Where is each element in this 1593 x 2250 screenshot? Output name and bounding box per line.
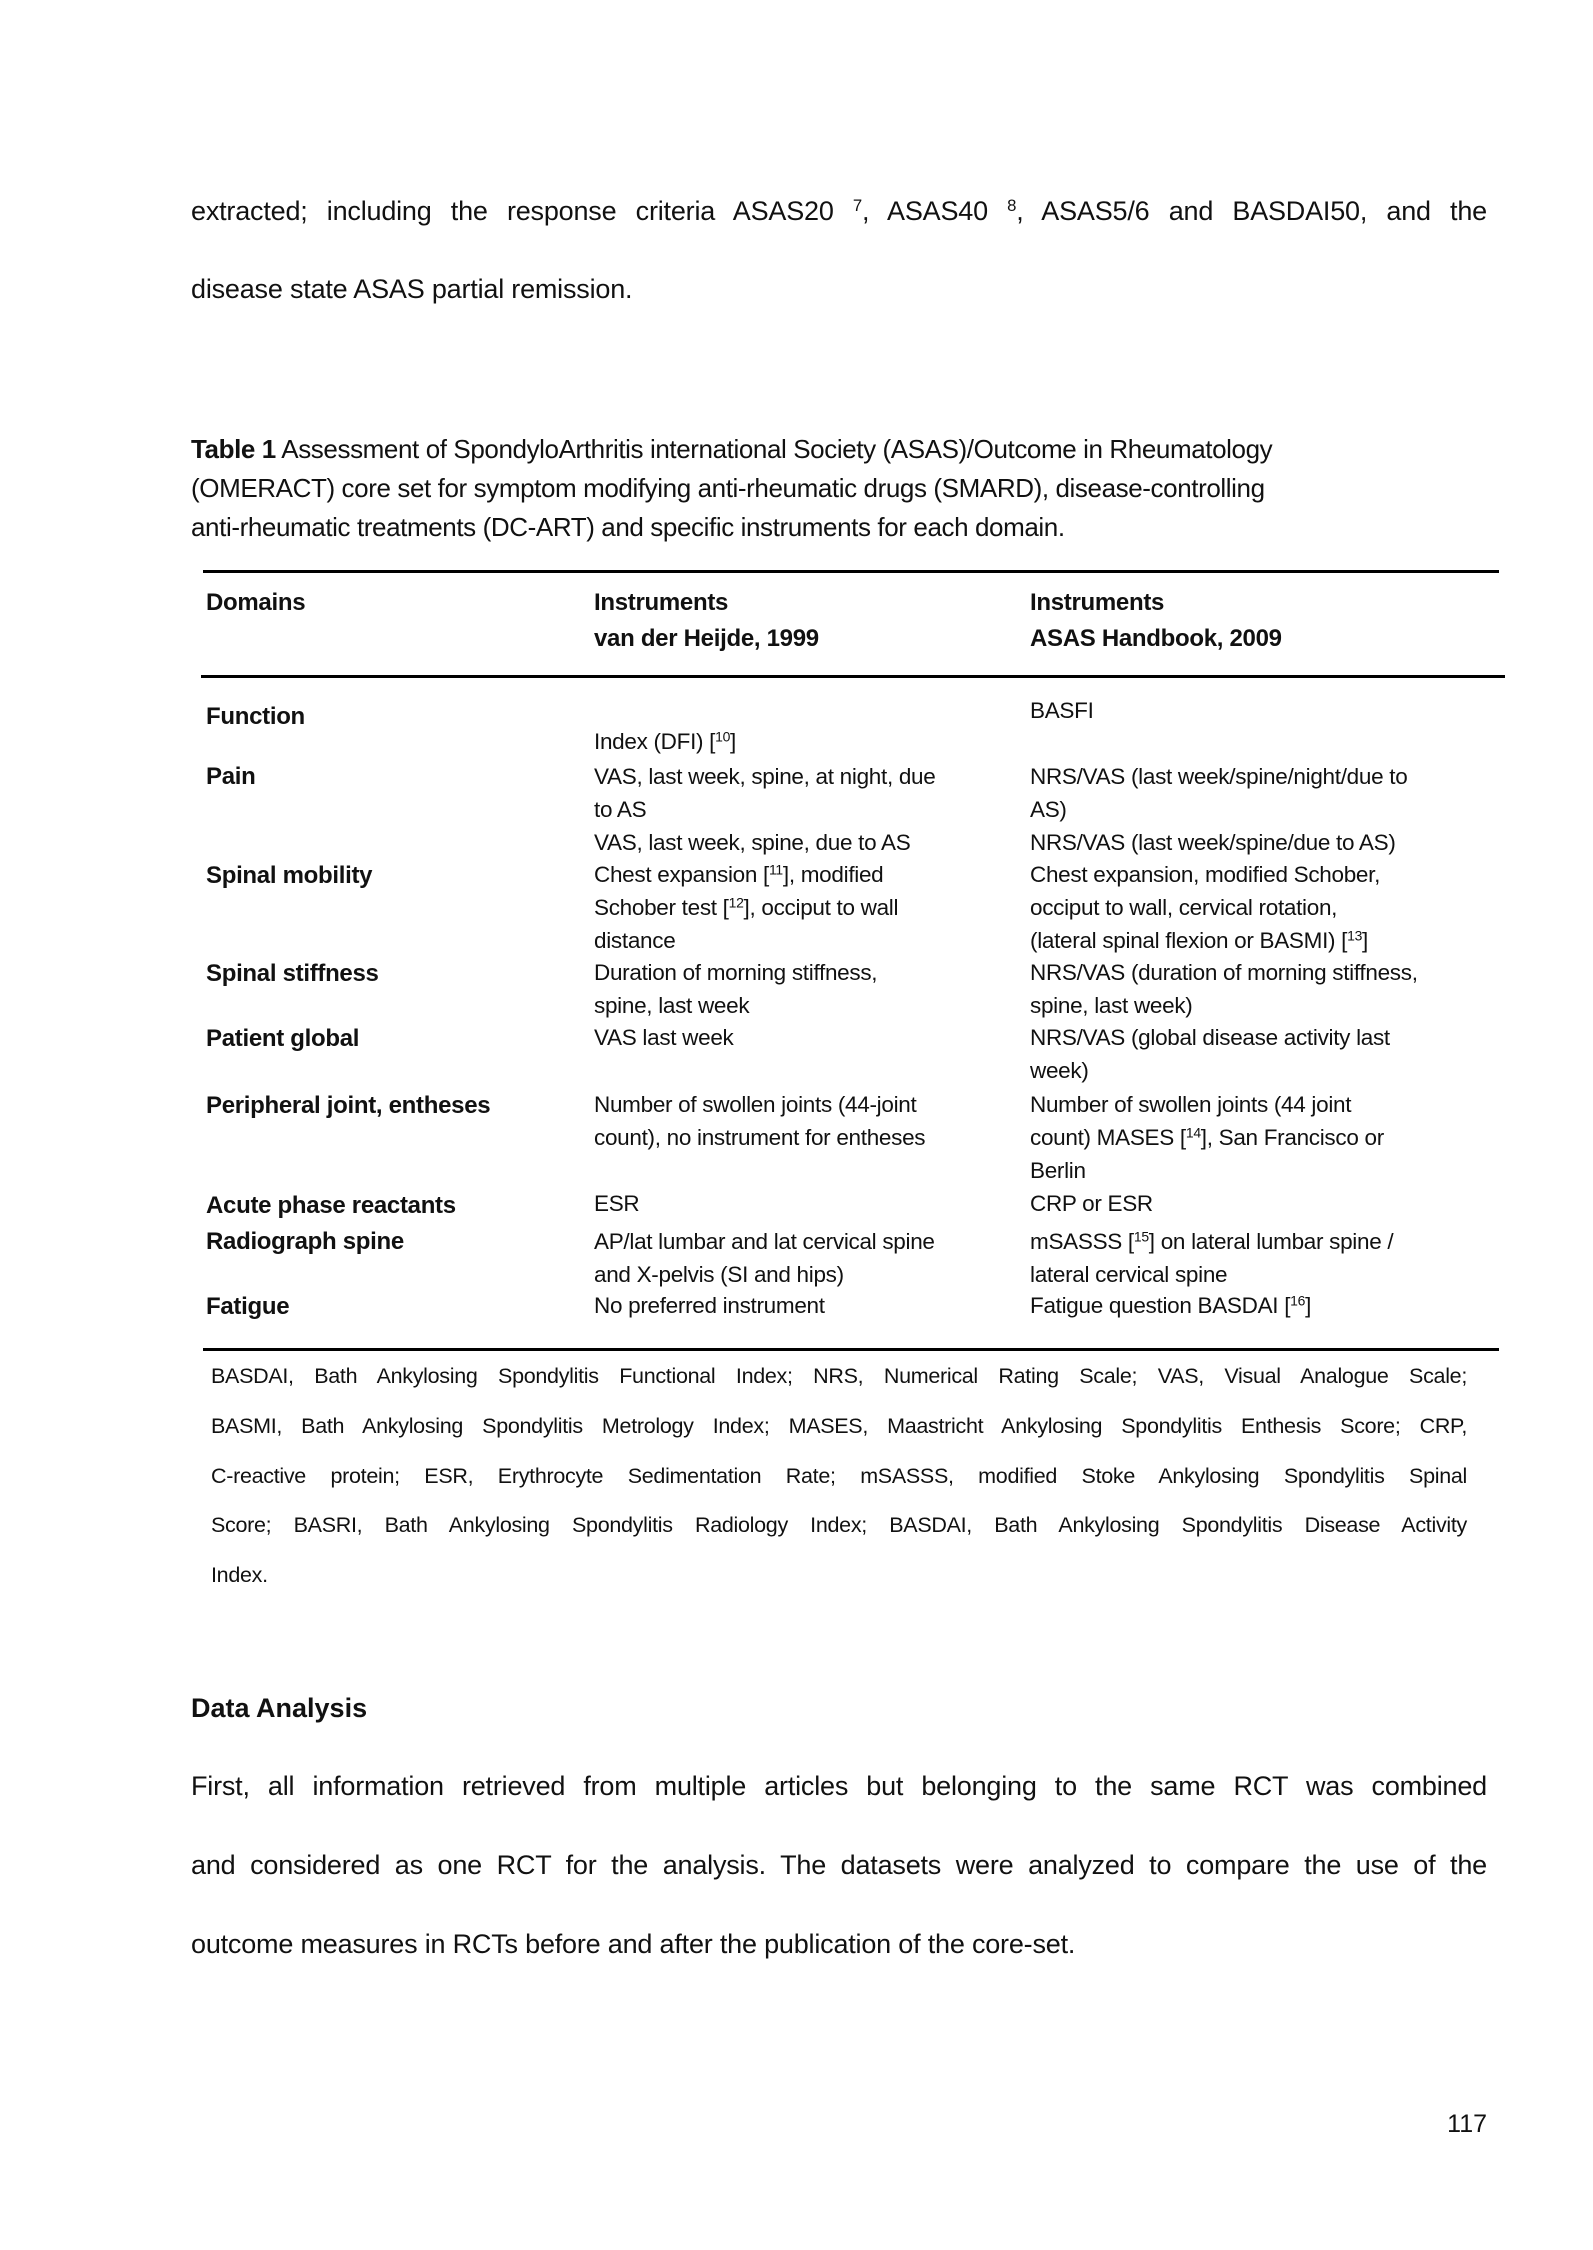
table-cell-domain: Spinal mobility (206, 862, 373, 889)
table-cell-col3 (1030, 956, 1418, 1022)
text: Assessment of SpondyloArthritis international Society (ASAS)/Outcome in Rheumatology (275, 434, 1273, 464)
table-cell-col3 (1030, 1289, 1311, 1322)
text: Number of swollen joints (44 joint (1030, 1092, 1352, 1117)
cell-line (1030, 1088, 1384, 1121)
text: ] (730, 729, 736, 754)
intro-line-2: disease state ASAS partial remission. (191, 274, 633, 304)
table-cell-domain: Peripheral joint, entheses (206, 1092, 491, 1119)
cell-line (1030, 1187, 1153, 1220)
cell-line (1030, 760, 1407, 793)
intro-line-1 (191, 196, 1487, 227)
page-number: 117 (1447, 2110, 1487, 2138)
cell-line (1030, 956, 1418, 989)
cell-line (1030, 989, 1418, 1022)
header-domains: Domains (206, 589, 306, 616)
text: AS) (1030, 797, 1067, 822)
table-cell-col2 (594, 1225, 935, 1291)
cell-line (594, 858, 898, 891)
text: and X-pelvis (SI and hips) (594, 1262, 844, 1287)
table-cell-col2 (594, 956, 877, 1022)
text: (lateral spinal flexion or BASMI) [ (1030, 928, 1348, 953)
cell-line (594, 793, 936, 826)
text: No preferred instrument (594, 1293, 825, 1318)
text: extracted; including the response criteria ASAS20 (191, 196, 853, 226)
table-label: Table 1 (191, 434, 276, 464)
table-cell-domain: Patient global (206, 1025, 360, 1052)
paragraph-line: outcome measures in RCTs before and after the publication of the core-set. (191, 1929, 1076, 1959)
reference-superscript: 12 (728, 894, 744, 911)
reference-superscript: 16 (1290, 1292, 1306, 1309)
table-cell-col2 (594, 1187, 639, 1220)
reference-superscript: 11 (769, 861, 783, 878)
footnote-line: BASMI, Bath Ankylosing Spondylitis Metrology Index; MASES, Maastricht Ankylosing Spondylitis Enthesis Score; CRP, (211, 1414, 1467, 1438)
text: , ASAS5/6 and BASDAI50, and the (1016, 196, 1487, 226)
text: ], modified (782, 862, 884, 887)
text: ], San Francisco or (1200, 1125, 1384, 1150)
header-col2-source: van der Heijde, 1999 (594, 625, 819, 652)
paragraph-line: and considered as one RCT for the analysis. The datasets were analyzed to compare the use of the (191, 1850, 1487, 1880)
cell-line (594, 725, 736, 758)
text: AP/lat lumbar and lat cervical spine (594, 1229, 935, 1254)
text: VAS, last week, spine, at night, due (594, 764, 936, 789)
footnote-line: C-reactive protein; ESR, Erythrocyte Sedimentation Rate; mSASSS, modified Stoke Ankylosing Spondylitis Spinal (211, 1464, 1467, 1488)
text: ] on lateral lumbar spine / (1148, 1229, 1394, 1254)
cell-line (1030, 1225, 1393, 1258)
section-heading: Data Analysis (191, 1693, 368, 1723)
reference-superscript: 7 (852, 195, 863, 215)
reference-superscript: 15 (1133, 1228, 1149, 1245)
text: NRS/VAS (last week/spine/due to AS) (1030, 830, 1396, 855)
text: to AS (594, 797, 647, 822)
table-cell-col2 (594, 760, 936, 859)
table-cell-col3 (1030, 760, 1407, 859)
table-cell-domain: Fatigue (206, 1293, 290, 1320)
cell-line (1030, 1121, 1384, 1154)
cell-line (1030, 1021, 1390, 1054)
text: NRS/VAS (duration of morning stiffness, (1030, 960, 1418, 985)
reference-superscript: 8 (1007, 195, 1017, 215)
cell-line (1030, 1258, 1393, 1291)
table-cell-domain: Radiograph spine (206, 1228, 404, 1255)
footnote-line: BASDAI, Bath Ankylosing Spondylitis Functional Index; NRS, Numerical Rating Scale; VAS, Visual Analogue Scale; (211, 1364, 1467, 1388)
table-cell-col2 (594, 858, 898, 957)
cell-line (594, 1258, 935, 1291)
text: Chest expansion, modified Schober, (1030, 862, 1381, 887)
cell-line (594, 989, 877, 1022)
table-cell-col2 (594, 725, 736, 758)
text: Chest expansion [ (594, 862, 770, 887)
text: ] (1362, 928, 1368, 953)
cell-line (594, 826, 936, 859)
paragraph-line: First, all information retrieved from multiple articles but belonging to the same RCT was combined (191, 1771, 1487, 1801)
text: lateral cervical spine (1030, 1262, 1228, 1287)
text: Number of swollen joints (44-joint (594, 1092, 917, 1117)
table-cell-col3 (1030, 1021, 1390, 1087)
text: count), no instrument for entheses (594, 1125, 926, 1150)
text: week) (1030, 1058, 1089, 1083)
text: NRS/VAS (global disease activity last (1030, 1025, 1390, 1050)
text: ] (1305, 1293, 1312, 1318)
cell-line (594, 1121, 925, 1154)
text: ], occiput to wall (743, 895, 899, 920)
cell-line (1030, 891, 1380, 924)
cell-line (594, 1187, 639, 1220)
reference-superscript: 14 (1185, 1124, 1201, 1141)
table-caption-line: anti-rheumatic treatments (DC-ART) and specific instruments for each domain. (191, 512, 1065, 542)
cell-line (594, 760, 936, 793)
text: mSASSS [ (1030, 1229, 1134, 1254)
text: ESR (594, 1191, 640, 1216)
text: NRS/VAS (last week/spine/night/due to (1030, 764, 1408, 789)
reference-superscript: 10 (715, 728, 731, 745)
table-cell-col3 (1030, 1225, 1393, 1291)
cell-line (1030, 1154, 1384, 1187)
cell-line (1030, 793, 1407, 826)
table-cell-col2 (594, 1289, 825, 1322)
cell-line (1030, 826, 1407, 859)
table-caption-line (191, 434, 1501, 465)
cell-line (1030, 1054, 1390, 1087)
text: occiput to wall, cervical rotation, (1030, 895, 1338, 920)
text: count) MASES [ (1030, 1125, 1186, 1150)
table-cell-col2 (594, 1021, 734, 1054)
table-cell-col3 (1030, 858, 1380, 957)
table-cell-domain: Function (206, 703, 305, 730)
table-cell-domain: Acute phase reactants (206, 1192, 456, 1219)
cell-line (1030, 694, 1094, 727)
cell-line (1030, 858, 1380, 891)
reference-superscript: 13 (1347, 927, 1363, 944)
header-col2-title: Instruments (594, 589, 729, 616)
cell-line (594, 891, 898, 924)
footnote-line: Score; BASRI, Bath Ankylosing Spondylitis Radiology Index; BASDAI, Bath Ankylosing Spondylitis Disease Activity (211, 1513, 1467, 1537)
cell-line (1030, 1289, 1311, 1322)
text: spine, last week) (1030, 993, 1193, 1018)
text: Berlin (1030, 1158, 1086, 1183)
cell-line (594, 1021, 734, 1054)
table-cell-col3 (1030, 1088, 1384, 1187)
text: Duration of morning stiffness, (594, 960, 878, 985)
text: BASFI (1030, 698, 1094, 723)
table-cell-col2 (594, 1088, 925, 1154)
text: VAS, last week, spine, due to AS (594, 830, 911, 855)
cell-line (594, 1225, 935, 1258)
text: VAS last week (594, 1025, 734, 1050)
cell-line (594, 1088, 925, 1121)
table-header-rule (201, 675, 1505, 678)
table-cell-col3 (1030, 694, 1094, 727)
text: , ASAS40 (862, 196, 1008, 226)
table-cell-col3 (1030, 1187, 1153, 1220)
text: Fatigue question BASDAI [ (1030, 1293, 1291, 1318)
text: Index (DFI) [ (594, 729, 716, 754)
table-cell-domain: Pain (206, 763, 256, 790)
cell-line (594, 924, 898, 957)
cell-line (1030, 924, 1380, 957)
text: Schober test [ (594, 895, 729, 920)
text: CRP or ESR (1030, 1191, 1153, 1216)
header-col3-source: ASAS Handbook, 2009 (1030, 625, 1282, 652)
cell-line (594, 956, 877, 989)
cell-line (594, 1289, 825, 1322)
table-caption-line: (OMERACT) core set for symptom modifying anti-rheumatic drugs (SMARD), disease-controlling (191, 473, 1265, 503)
table-cell-domain: Spinal stiffness (206, 960, 379, 987)
footnote-line: Index. (211, 1563, 268, 1587)
text: distance (594, 928, 676, 953)
header-col3-title: Instruments (1030, 589, 1165, 616)
table-bottom-rule (203, 1348, 1499, 1351)
text: spine, last week (594, 993, 750, 1018)
table-top-rule (203, 570, 1499, 573)
